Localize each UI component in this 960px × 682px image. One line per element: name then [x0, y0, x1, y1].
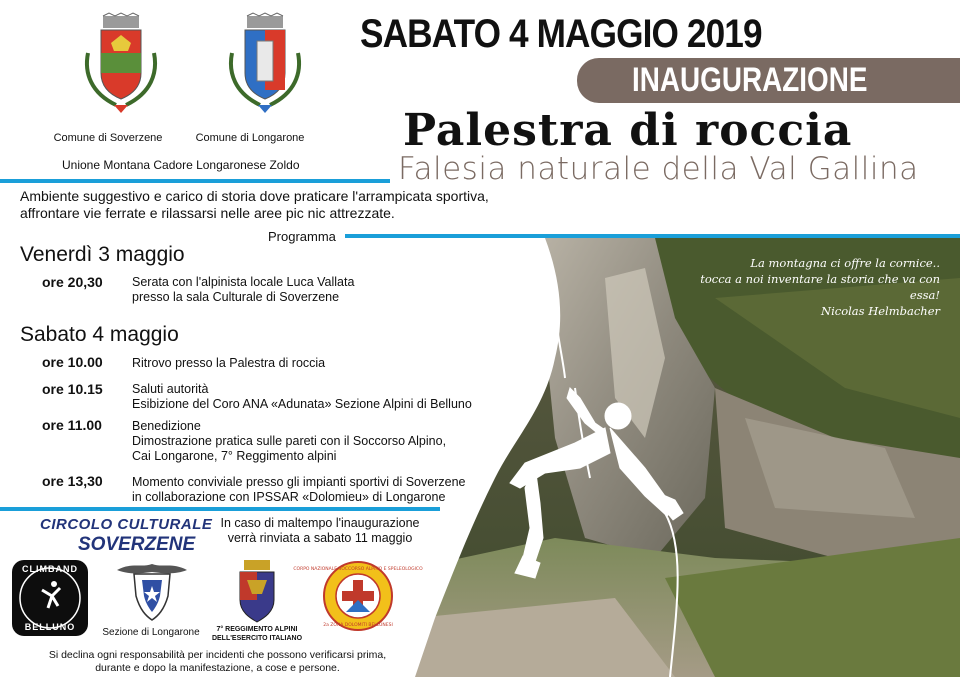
- bad-weather-line-1: In caso di maltempo l'inaugurazione: [220, 516, 420, 530]
- event-line: Saluti autorità: [132, 382, 209, 396]
- soccorso-bottom-text: 2a ZONA DOLOMITI BELLUNESI: [323, 623, 393, 628]
- soccorso-ring-text: CORPO NAZIONALE SOCCORSO ALPINO E SPELEOLOGICO: [293, 567, 423, 572]
- bad-weather-line-2: verrà rinviata a sabato 11 maggio: [227, 531, 413, 545]
- event-description: [132, 419, 446, 464]
- event-line: Cai Longarone, 7° Reggimento alpini: [132, 449, 337, 463]
- event-description: [132, 382, 472, 412]
- soccorso-alpino-logo: [293, 560, 423, 632]
- programma-label: Programma: [268, 229, 336, 244]
- cai-logo: [112, 560, 192, 622]
- disclaimer: [20, 649, 415, 675]
- event-time: ore 10.00: [42, 354, 103, 370]
- subtitle: Falesia naturale della Val Gallina: [398, 151, 919, 187]
- comune-longarone-label: Comune di Longarone: [195, 132, 305, 144]
- event-description: [132, 475, 465, 505]
- event-time: ore 11.00: [42, 417, 102, 433]
- intro-line-2: affrontare vie ferrate e rilassarsi nelle aree pic nic attrezzate.: [20, 205, 395, 221]
- union-label: Unione Montana Cadore Longaronese Zoldo: [62, 158, 300, 172]
- soverzene-label: SOVERZENE: [78, 534, 196, 555]
- day-heading-saturday: Sabato 4 maggio: [20, 323, 179, 346]
- inauguration-banner-text: INAUGURAZIONE: [632, 61, 868, 99]
- event-line: Ritrovo presso la Palestra di roccia: [132, 356, 326, 370]
- longarone-crest: [220, 13, 310, 123]
- alpini-label-line-2: DELL'ESERCITO ITALIANO: [211, 635, 303, 642]
- event-line: Serata con l'alpinista locale Luca Vallata: [132, 275, 355, 289]
- intro-line-1: Ambiente suggestivo e carico di storia dove praticare l'arrampicata sportiva,: [20, 188, 489, 204]
- disclaimer-line-2: durante e dopo la manifestazione, a cose e persone.: [95, 662, 340, 674]
- quote-line-1: La montagna ci offre la cornice..: [750, 256, 940, 270]
- soverzene-crest: [76, 13, 166, 123]
- event-line: Benedizione: [132, 419, 201, 433]
- disclaimer-line-1: Si declina ogni responsabilità per incidenti che possono verificarsi prima,: [48, 649, 387, 661]
- cai-label: Sezione di Longarone: [102, 627, 200, 638]
- event-line: presso la sala Culturale di Soverzene: [132, 290, 340, 304]
- event-line: in collaborazione con IPSSAR «Dolomieu» di Longarone: [132, 490, 446, 504]
- intro-text: [20, 188, 520, 222]
- event-time: ore 10.15: [42, 381, 103, 397]
- divider-top: [0, 179, 390, 183]
- climband-belluno-logo: [12, 560, 88, 636]
- comune-soverzene-label: Comune di Soverzene: [53, 132, 163, 144]
- quote: [700, 255, 940, 319]
- day-heading-friday: Venerdì 3 maggio: [20, 243, 185, 266]
- event-line: Esibizione del Coro ANA «Adunata» Sezione Alpini di Belluno: [132, 397, 472, 411]
- alpini-label: [206, 625, 308, 643]
- climband-bottom-text: BELLUNO: [24, 622, 76, 632]
- main-title: Palestra di roccia: [403, 105, 853, 156]
- event-line: Dimostrazione pratica sulle pareti con il Soccorso Alpino,: [132, 434, 447, 448]
- event-time: ore 13,30: [42, 473, 103, 489]
- alpini-label-line-1: 7° REGGIMENTO ALPINI: [216, 626, 298, 633]
- quote-line-2: tocca a noi inventare la storia che va con essa!: [700, 272, 940, 302]
- quote-author: Nicolas Helmbacher: [821, 304, 940, 318]
- circolo-culturale-label: CIRCOLO CULTURALE: [40, 516, 213, 533]
- divider-footer: [0, 507, 440, 511]
- event-time: ore 20,30: [42, 274, 103, 290]
- event-description: [132, 275, 354, 305]
- event-description: [132, 356, 325, 371]
- bad-weather-notice: [210, 516, 430, 546]
- event-line: Momento conviviale presso gli impianti sportivi di Soverzene: [132, 475, 466, 489]
- climband-top-text: CLIMBAND: [22, 564, 78, 574]
- divider-programma: [345, 234, 960, 238]
- event-date: SABATO 4 MAGGIO 2019: [360, 12, 762, 56]
- alpini-crest: [232, 560, 282, 624]
